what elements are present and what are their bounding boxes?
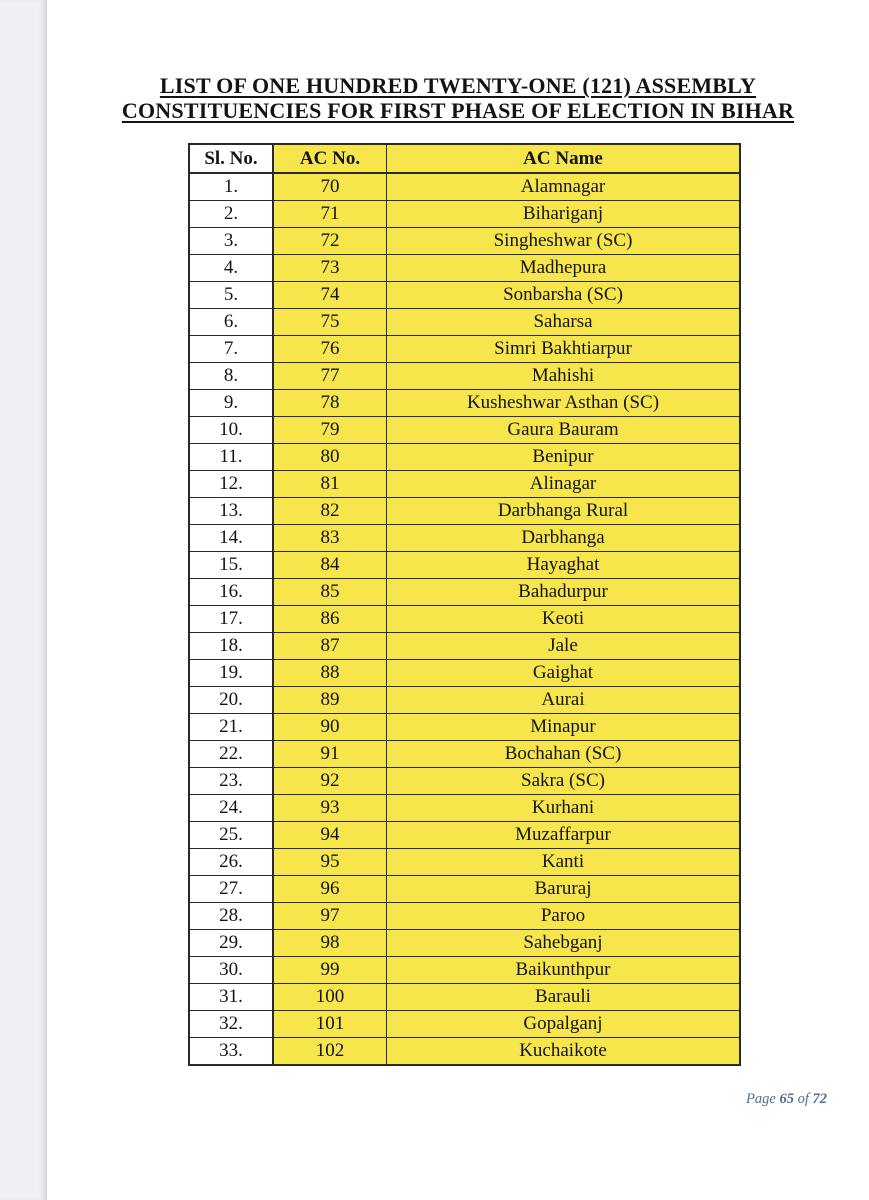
ac-name-cell: Paroo — [387, 903, 741, 930]
sl-no-cell: 5. — [189, 282, 273, 309]
ac-no-cell: 91 — [273, 741, 387, 768]
ac-no-cell: 70 — [273, 173, 387, 201]
ac-no-cell: 98 — [273, 930, 387, 957]
ac-name-cell: Kanti — [387, 849, 741, 876]
footer-total-pages: 72 — [812, 1091, 827, 1107]
footer-page-word: Page — [746, 1091, 776, 1107]
table-row — [189, 768, 740, 795]
sl-no-cell: 9. — [189, 390, 273, 417]
ac-name-cell: Sahebganj — [387, 930, 741, 957]
ac-name-cell: Keoti — [387, 606, 741, 633]
ac-no-cell: 85 — [273, 579, 387, 606]
header-sl-no: Sl. No. — [189, 144, 273, 173]
ac-name-cell: Jale — [387, 633, 741, 660]
ac-name-cell: Alinagar — [387, 471, 741, 498]
ac-name-cell: Baruraj — [387, 876, 741, 903]
document-title — [57, 73, 859, 123]
ac-no-cell: 76 — [273, 336, 387, 363]
sl-no-cell: 26. — [189, 849, 273, 876]
sl-no-cell: 21. — [189, 714, 273, 741]
table-row — [189, 1038, 740, 1066]
sl-no-cell: 2. — [189, 201, 273, 228]
ac-no-cell: 92 — [273, 768, 387, 795]
table-row — [189, 390, 740, 417]
table-row — [189, 444, 740, 471]
table-row — [189, 822, 740, 849]
sl-no-cell: 17. — [189, 606, 273, 633]
sl-no-cell: 27. — [189, 876, 273, 903]
ac-no-cell: 80 — [273, 444, 387, 471]
table-row — [189, 957, 740, 984]
sl-no-cell: 4. — [189, 255, 273, 282]
sl-no-cell: 11. — [189, 444, 273, 471]
sl-no-cell: 33. — [189, 1038, 273, 1066]
ac-no-cell: 87 — [273, 633, 387, 660]
constituency-table — [188, 143, 741, 1066]
ac-no-cell: 93 — [273, 795, 387, 822]
sl-no-cell: 1. — [189, 173, 273, 201]
ac-name-cell: Saharsa — [387, 309, 741, 336]
ac-no-cell: 88 — [273, 660, 387, 687]
ac-no-cell: 99 — [273, 957, 387, 984]
table-row — [189, 552, 740, 579]
table-row — [189, 255, 740, 282]
ac-name-cell: Baikunthpur — [387, 957, 741, 984]
table-row — [189, 795, 740, 822]
table-row — [189, 984, 740, 1011]
ac-no-cell: 77 — [273, 363, 387, 390]
table-row — [189, 363, 740, 390]
ac-name-cell: Simri Bakhtiarpur — [387, 336, 741, 363]
sl-no-cell: 22. — [189, 741, 273, 768]
ac-no-cell: 78 — [273, 390, 387, 417]
ac-name-cell: Madhepura — [387, 255, 741, 282]
sl-no-cell: 28. — [189, 903, 273, 930]
sl-no-cell: 18. — [189, 633, 273, 660]
ac-name-cell: Kuchaikote — [387, 1038, 741, 1066]
ac-name-cell: Barauli — [387, 984, 741, 1011]
footer-page-number: 65 — [779, 1091, 794, 1107]
ac-no-cell: 75 — [273, 309, 387, 336]
ac-no-cell: 86 — [273, 606, 387, 633]
table-row — [189, 660, 740, 687]
ac-name-cell: Bahadurpur — [387, 579, 741, 606]
ac-name-cell: Hayaghat — [387, 552, 741, 579]
ac-name-cell: Bochahan (SC) — [387, 741, 741, 768]
table-row — [189, 930, 740, 957]
ac-no-cell: 100 — [273, 984, 387, 1011]
ac-no-cell: 74 — [273, 282, 387, 309]
table-row — [189, 687, 740, 714]
ac-no-cell: 71 — [273, 201, 387, 228]
ac-name-cell: Benipur — [387, 444, 741, 471]
title-line-1: LIST OF ONE HUNDRED TWENTY-ONE (121) ASSEMBLY — [159, 73, 757, 98]
header-ac-no: AC No. — [273, 144, 387, 173]
sl-no-cell: 20. — [189, 687, 273, 714]
ac-no-cell: 79 — [273, 417, 387, 444]
table-row — [189, 201, 740, 228]
sl-no-cell: 19. — [189, 660, 273, 687]
ac-name-cell: Gopalganj — [387, 1011, 741, 1038]
table-row — [189, 417, 740, 444]
page-footer — [47, 1091, 869, 1108]
sl-no-cell: 14. — [189, 525, 273, 552]
sl-no-cell: 23. — [189, 768, 273, 795]
sl-no-cell: 8. — [189, 363, 273, 390]
table-row — [189, 579, 740, 606]
ac-no-cell: 73 — [273, 255, 387, 282]
ac-no-cell: 102 — [273, 1038, 387, 1066]
ac-no-cell: 82 — [273, 498, 387, 525]
table-row — [189, 741, 740, 768]
sl-no-cell: 3. — [189, 228, 273, 255]
table-row — [189, 1011, 740, 1038]
table-row — [189, 876, 740, 903]
table-header-row — [189, 144, 740, 173]
table-row — [189, 498, 740, 525]
table-row — [189, 714, 740, 741]
ac-name-cell: Kurhani — [387, 795, 741, 822]
ac-no-cell: 89 — [273, 687, 387, 714]
ac-name-cell: Sakra (SC) — [387, 768, 741, 795]
ac-name-cell: Darbhanga — [387, 525, 741, 552]
ac-name-cell: Sonbarsha (SC) — [387, 282, 741, 309]
ac-name-cell: Bihariganj — [387, 201, 741, 228]
sl-no-cell: 12. — [189, 471, 273, 498]
ac-no-cell: 83 — [273, 525, 387, 552]
table-row — [189, 228, 740, 255]
ac-no-cell: 81 — [273, 471, 387, 498]
ac-name-cell: Minapur — [387, 714, 741, 741]
table-row — [189, 606, 740, 633]
table-row — [189, 903, 740, 930]
ac-name-cell: Gaighat — [387, 660, 741, 687]
ac-name-cell: Singheshwar (SC) — [387, 228, 741, 255]
ac-name-cell: Aurai — [387, 687, 741, 714]
document-page — [47, 0, 869, 1200]
ac-no-cell: 72 — [273, 228, 387, 255]
sl-no-cell: 10. — [189, 417, 273, 444]
ac-no-cell: 84 — [273, 552, 387, 579]
sl-no-cell: 6. — [189, 309, 273, 336]
table-row — [189, 309, 740, 336]
ac-name-cell: Kusheshwar Asthan (SC) — [387, 390, 741, 417]
sl-no-cell: 7. — [189, 336, 273, 363]
sl-no-cell: 15. — [189, 552, 273, 579]
ac-no-cell: 90 — [273, 714, 387, 741]
table-row — [189, 173, 740, 201]
ac-no-cell: 101 — [273, 1011, 387, 1038]
sl-no-cell: 13. — [189, 498, 273, 525]
sl-no-cell: 29. — [189, 930, 273, 957]
sl-no-cell: 31. — [189, 984, 273, 1011]
table-row — [189, 633, 740, 660]
table-row — [189, 849, 740, 876]
sl-no-cell: 32. — [189, 1011, 273, 1038]
ac-no-cell: 96 — [273, 876, 387, 903]
ac-no-cell: 94 — [273, 822, 387, 849]
title-line-2: CONSTITUENCIES FOR FIRST PHASE OF ELECTION IN BIHAR — [121, 98, 795, 123]
table-body — [189, 173, 740, 1065]
ac-no-cell: 97 — [273, 903, 387, 930]
table-row — [189, 525, 740, 552]
ac-name-cell: Darbhanga Rural — [387, 498, 741, 525]
sl-no-cell: 16. — [189, 579, 273, 606]
sl-no-cell: 25. — [189, 822, 273, 849]
sl-no-cell: 24. — [189, 795, 273, 822]
viewer-edge-strip — [0, 0, 47, 1200]
ac-name-cell: Mahishi — [387, 363, 741, 390]
sl-no-cell: 30. — [189, 957, 273, 984]
table-head — [189, 144, 740, 173]
ac-name-cell: Alamnagar — [387, 173, 741, 201]
footer-of-word: of — [797, 1091, 809, 1107]
table-row — [189, 282, 740, 309]
ac-no-cell: 95 — [273, 849, 387, 876]
header-ac-name: AC Name — [387, 144, 741, 173]
table-row — [189, 471, 740, 498]
ac-name-cell: Muzaffarpur — [387, 822, 741, 849]
table-row — [189, 336, 740, 363]
ac-name-cell: Gaura Bauram — [387, 417, 741, 444]
